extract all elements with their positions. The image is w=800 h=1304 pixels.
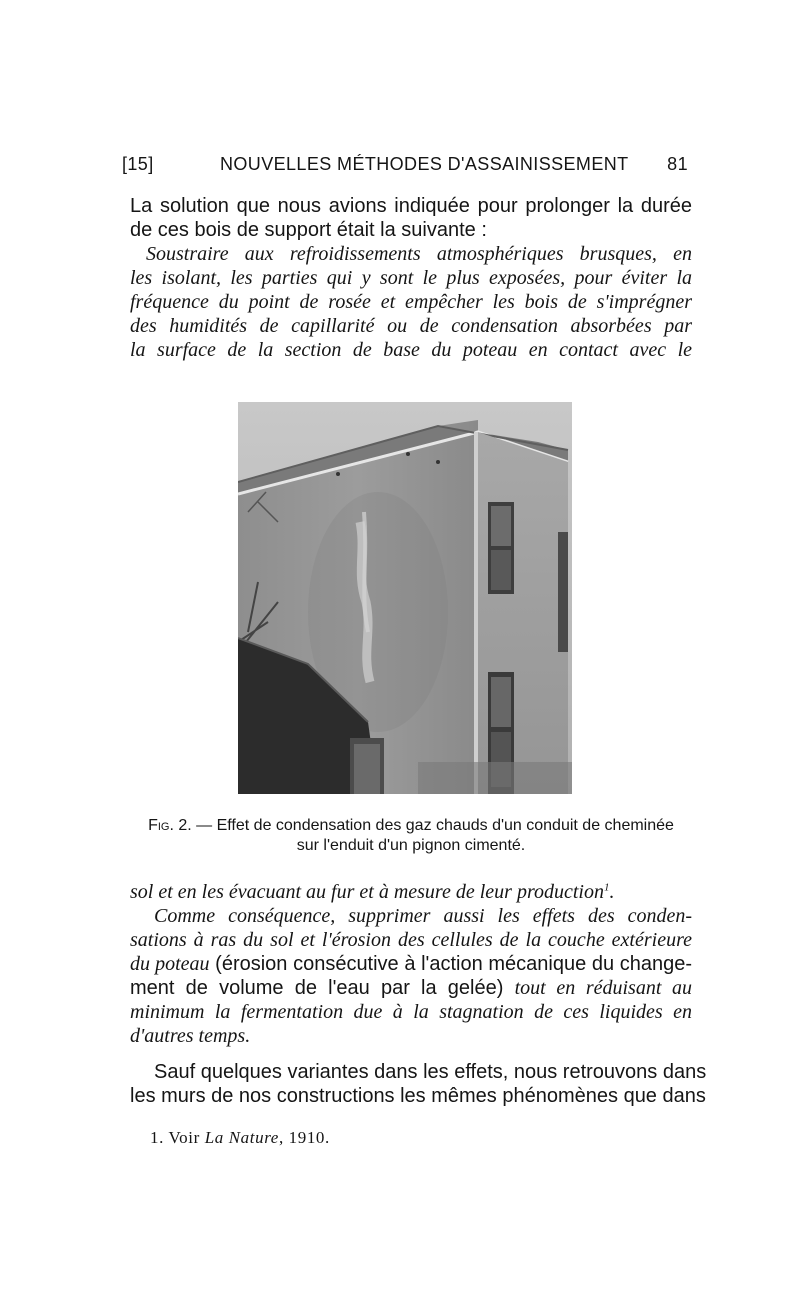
footnote-number: 1. (150, 1128, 164, 1147)
text-line: minimum la fermentation due à la stagnation de ces liquides en (130, 1001, 692, 1023)
text-line: de ces bois de support était la suivante : (130, 219, 487, 241)
paragraph-italic-method (130, 242, 692, 362)
text-line: Soustraire aux refroidissements atmosphériques brusques, en (146, 243, 692, 265)
text-line: sations à ras du sol et l'érosion des cellules de la couche extérieure (130, 929, 692, 951)
text-line: les murs de nos constructions les mêmes phénomènes que dans (130, 1085, 706, 1107)
text-segment: du poteau (130, 953, 210, 975)
footnote-text-before: Voir (168, 1128, 205, 1147)
text-line: des humidités de capillarité ou de condensation absorbées par (130, 315, 692, 337)
text-line: d'autres temps. (130, 1025, 251, 1047)
paragraph-consequence (130, 880, 692, 1048)
text-line (130, 952, 692, 976)
page-marker: [15] (122, 154, 154, 174)
paragraph-intro (130, 194, 692, 242)
caption-line: sur l'enduit d'un pignon cimenté. (296, 837, 526, 854)
running-head (122, 150, 688, 178)
text-line: la surface de la section de base du poteau en contact avec le (130, 339, 692, 361)
page-number: 81 (667, 154, 688, 174)
footnote (150, 1128, 330, 1148)
figure-photo-building (238, 402, 572, 794)
text-line: les isolant, les parties qui y sont le plus exposées, pour éviter la (130, 267, 692, 289)
text-segment: (érosion consécutive à l'action mécanique du change- (209, 953, 693, 975)
footnote-ref: 1 (603, 881, 610, 894)
caption-text: — Effet de condensation des gaz chauds d'un conduit de cheminée (196, 817, 674, 834)
text-line: Comme conséquence, supprimer aussi les effets des conden- (154, 905, 692, 927)
text-segment: tout en réduisant au (514, 977, 692, 999)
building-photo-illustration (238, 402, 572, 794)
paragraph-variants (130, 1060, 707, 1108)
text-segment: . (609, 881, 615, 903)
caption-line (128, 816, 694, 836)
text-line: fréquence du point de rosée et empêcher les bois de s'imprégner (130, 291, 692, 313)
figure-label: Fig. 2. (148, 817, 192, 834)
text-line: La solution que nous avions indiquée pour prolonger la durée (130, 195, 692, 217)
figure-caption (128, 816, 694, 856)
footnote-source-title: La Nature (204, 1128, 279, 1147)
text-line: Sauf quelques variantes dans les effets, nous retrouvons dans (154, 1061, 707, 1083)
text-line (130, 880, 692, 904)
text-segment: sol et en les évacuant au fur et à mesure de leur production (130, 881, 604, 903)
text-segment: ment de volume de l'eau par la gelée) (130, 977, 515, 999)
footnote-text-after: , 1910. (278, 1128, 330, 1147)
running-title: NOUVELLES MÉTHODES D'ASSAINISSEMENT (220, 154, 629, 174)
text-line (130, 976, 692, 1000)
